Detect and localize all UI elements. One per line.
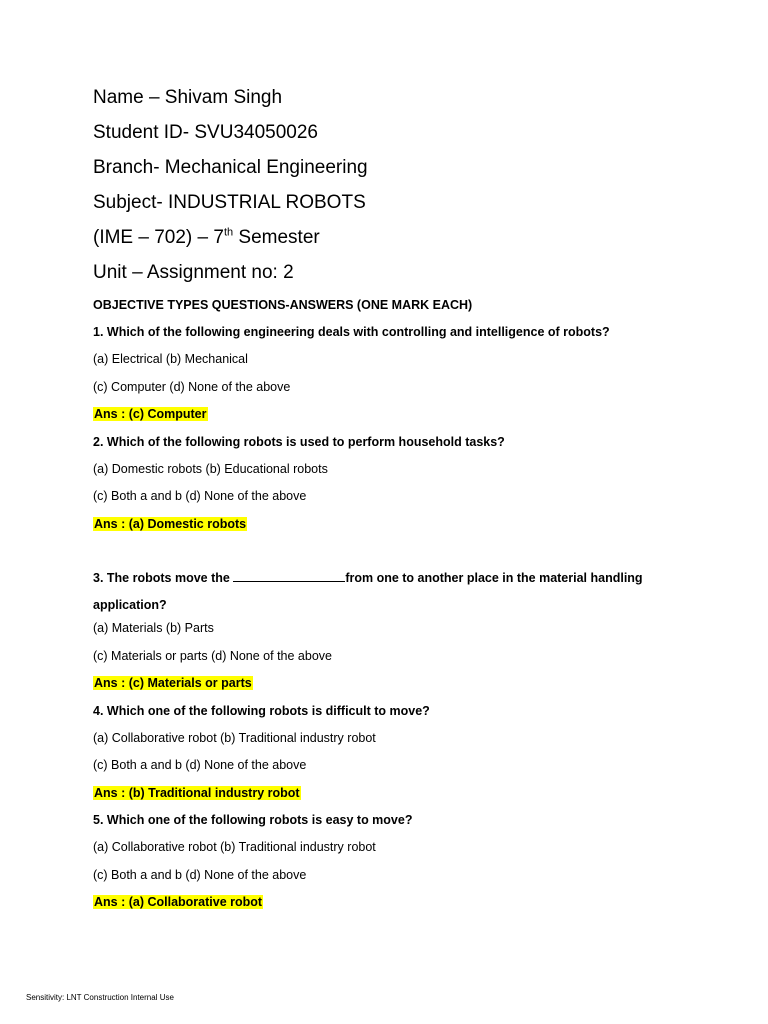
question-3-text-before: 3. The robots move the — [93, 571, 234, 585]
question-4: 4. Which one of the following robots is difficult to move? — [93, 703, 430, 718]
question-4-answer-row — [93, 784, 693, 812]
unit-assignment: Unit – Assignment no: 2 — [93, 262, 294, 283]
question-1-answer: Ans : (c) Computer — [94, 407, 207, 421]
question-4-options-ab: (a) Collaborative robot (b) Traditional industry robot — [93, 730, 376, 745]
question-2-options-ab: (a) Domestic robots (b) Educational robots — [93, 461, 328, 476]
student-name: Name – Shivam Singh — [93, 87, 283, 108]
question-1-answer-row — [93, 405, 693, 433]
question-2: 2. Which of the following robots is used to perform household tasks? — [93, 434, 505, 449]
question-4-answer: Ans : (b) Traditional industry robot — [94, 785, 300, 800]
fill-in-blank — [233, 569, 345, 582]
branch: Branch- Mechanical Engineering — [93, 157, 368, 178]
question-5-answer-row — [93, 893, 693, 921]
student-id: Student ID- SVU34050026 — [93, 122, 318, 143]
question-1: 1. Which of the following engineering deals with controlling and intelligence of robots? — [93, 325, 610, 339]
sensitivity-footer: Sensitivity: LNT Construction Internal Use — [26, 993, 174, 1002]
question-3-options-ab: (a) Materials (b) Parts — [93, 621, 214, 635]
course-semester — [93, 226, 693, 261]
question-2-answer-row — [93, 515, 693, 543]
document-content — [93, 86, 693, 921]
question-3-answer-row — [93, 674, 693, 702]
question-5-answer: Ans : (a) Collaborative robot — [94, 895, 263, 909]
course-suffix: Semester — [233, 227, 320, 248]
question-3 — [93, 565, 653, 619]
question-2-options-cd: (c) Both a and b (d) None of the above — [93, 489, 307, 503]
section-title: OBJECTIVE TYPES QUESTIONS-ANSWERS (ONE MARK EACH) — [93, 298, 473, 312]
ordinal-suffix: th — [223, 226, 234, 239]
course-prefix: (IME – 702) – 7 — [93, 227, 224, 248]
subject: Subject- INDUSTRIAL ROBOTS — [93, 192, 366, 213]
question-2-answer: Ans : (a) Domestic robots — [94, 516, 247, 531]
question-5: 5. Which one of the following robots is easy to move? — [93, 813, 413, 827]
question-4-options-cd: (c) Both a and b (d) None of the above — [93, 758, 307, 772]
question-5-options-cd: (c) Both a and b (d) None of the above — [93, 867, 307, 882]
question-3-text-after: from one to another place in the material handling application? — [93, 571, 643, 612]
question-5-options-ab: (a) Collaborative robot (b) Traditional industry robot — [93, 840, 376, 854]
question-3-answer: Ans : (c) Materials or parts — [94, 676, 252, 690]
question-1-options-cd: (c) Computer (d) None of the above — [93, 379, 291, 394]
question-1-options-ab: (a) Electrical (b) Mechanical — [93, 352, 248, 366]
question-3-options-cd: (c) Materials or parts (d) None of the above — [93, 648, 332, 663]
